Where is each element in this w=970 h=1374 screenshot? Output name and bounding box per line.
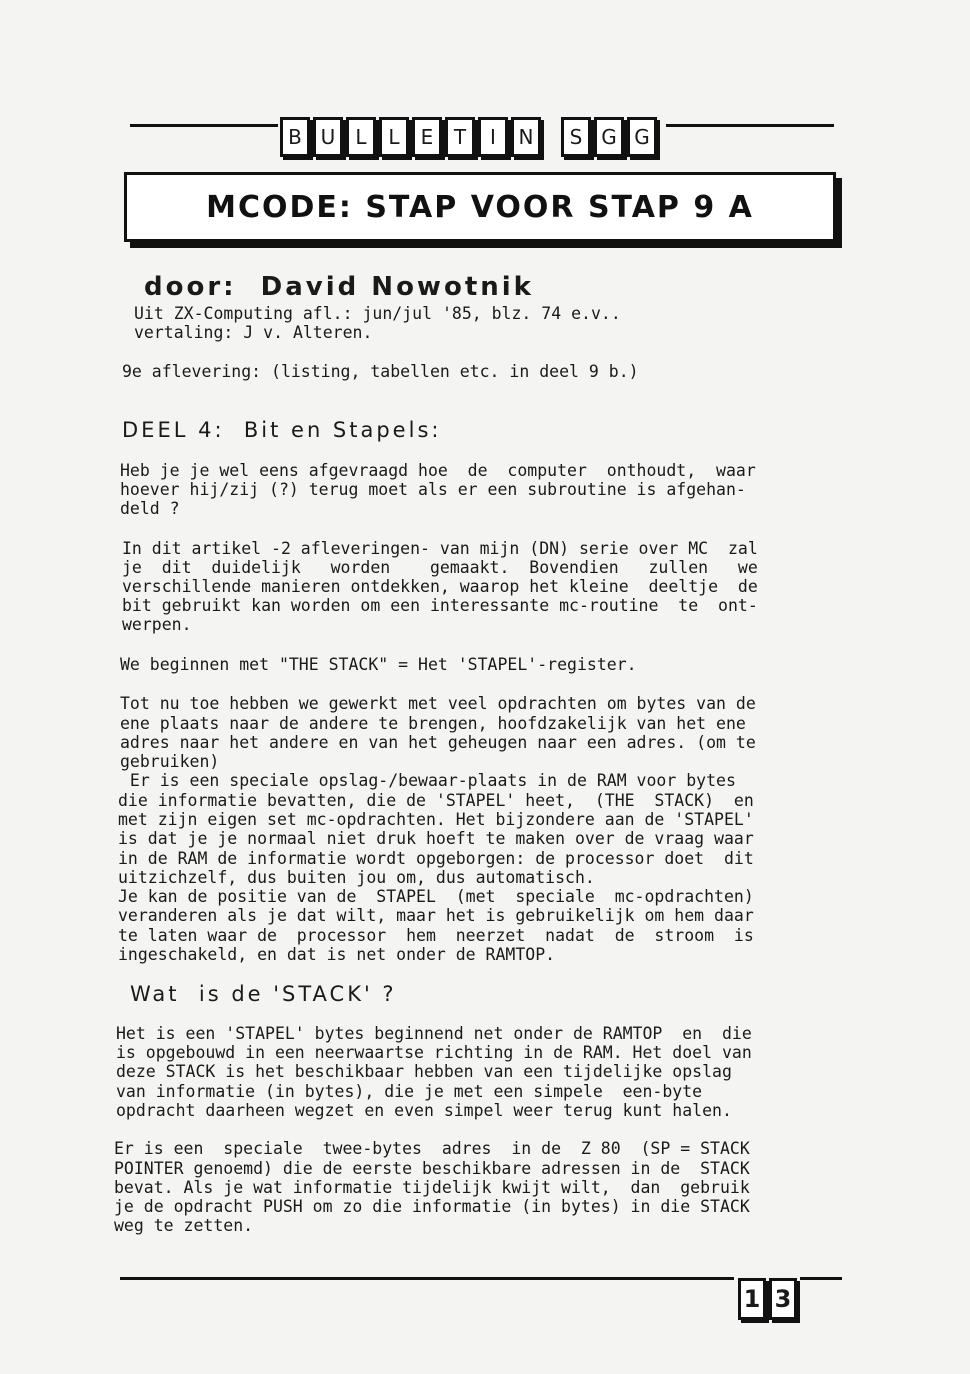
article-title-box [124,172,836,242]
paragraph-line: ingeschakeld, en dat is net onder de RAMTOP. [118,945,556,964]
translation-line: vertaling: J v. Alteren. [134,323,373,342]
paragraph-line: Heb je je wel eens afgevraagd hoe de computer onthoudt, waar [120,461,756,480]
paragraph-line: veranderen als je dat wilt, maar het is gebruikelijk om hem daar [118,906,754,925]
page-number-digit: 3 [769,1278,797,1320]
paragraph-line: is dat je je normaal niet druk hoeft te maken over de vraag waar [118,829,754,848]
paragraph-line: hoever hij/zij (?) terug moet als er een subroutine is afgehan- [120,480,746,499]
footer-rule-left [120,1277,734,1280]
paragraph-line: uitzichzelf, dus buiten jou om, dus automatisch. [118,868,595,887]
paragraph-line: met zijn eigen set mc-opdrachten. Het bijzondere aan de 'STAPEL' [118,810,754,829]
paragraph-line: van informatie (in bytes), die je met een simpele een-byte [116,1082,703,1101]
source-line: Uit ZX-Computing afl.: jun/jul '85, blz. 74 e.v.. [134,304,621,323]
paragraph-line: gebruiken) [120,752,220,771]
logo-letter: G [594,117,624,157]
logo-letter: B [280,117,310,157]
logo-letter: S [561,117,591,157]
paragraph-line: bevat. Als je wat informatie tijdelijk kwijt wilt, dan gebruik [114,1178,750,1197]
paragraph-line: weg te zetten. [114,1216,254,1235]
paragraph-line: Het is een 'STAPEL' bytes beginnend net onder de RAMTOP en die [116,1024,752,1043]
paragraph-line: Er is een speciale opslag-/bewaar-plaats in de RAM voor bytes [120,771,736,790]
paragraph-line: je de opdracht PUSH om zo die informatie (in bytes) in die STACK [114,1197,750,1216]
header-rule-left [130,124,278,127]
logo-letter: T [445,117,475,157]
page-number [738,1278,797,1320]
episode-line: 9e aflevering: (listing, tabellen etc. in deel 9 b.) [122,362,639,381]
logo-letter: I [478,117,508,157]
logo-letter: L [379,117,409,157]
header-rule-right [666,124,834,127]
paragraph-line: Er is een speciale twee-bytes adres in de Z 80 (SP = STACK [114,1139,750,1158]
paragraph-line: verschillende manieren ontdekken, waarop het kleine deeltje de [122,577,758,596]
logo-letter: L [346,117,376,157]
paragraph-line: in de RAM de informatie wordt opgeborgen: de processor doet dit [118,849,754,868]
paragraph-line: te laten waar de processor hem neerzet nadat de stroom is [118,926,754,945]
section-heading-wat-is-stack: Wat is de 'STACK' ? [130,982,397,1006]
paragraph-line: We beginnen met "THE STACK" = Het 'STAPEL'-register. [120,655,637,674]
paragraph-line: In dit artikel -2 afleveringen- van mijn (DN) serie over MC zal [122,539,758,558]
logo-letter: N [511,117,541,157]
paragraph-line: Tot nu toe hebben we gewerkt met veel opdrachten om bytes van de [120,694,756,713]
section-heading-deel4: DEEL 4: Bit en Stapels: [122,418,442,442]
logo-letter: U [313,117,343,157]
paragraph-line: adres naar het andere en van het geheugen naar een adres. (om te [120,733,756,752]
paragraph-line: werpen. [122,615,192,634]
logo-letter: E [412,117,442,157]
paragraph-line: deld ? [120,499,180,518]
paragraph-line: is opgebouwd in een neerwaartse richting in de RAM. Het doel van [116,1043,752,1062]
paragraph-line: bit gebruikt kan worden om een interessante mc-routine te ont- [122,596,758,615]
paragraph-line: deze STACK is het beschikbaar hebben van een tijdelijke opslag [116,1062,732,1081]
paragraph-line: POINTER genoemd) die de eerste beschikbare adressen in de STACK [114,1159,750,1178]
logo-letter: G [627,117,657,157]
article-title: MCODE: STAP VOOR STAP 9 A [206,189,754,225]
paragraph-line: ene plaats naar de andere te brengen, hoofdzakelijk van het ene [120,714,746,733]
page-number-digit: 1 [738,1278,766,1320]
paragraph-line: opdracht daarheen wegzet en even simpel weer terug kunt halen. [116,1101,732,1120]
paragraph-line: die informatie bevatten, die de 'STAPEL' heet, (THE STACK) en [118,791,754,810]
footer-rule-right [800,1277,842,1280]
author-byline: door: David Nowotnik [144,272,534,302]
bulletin-sgg-logo [280,117,657,157]
paragraph-line: je dit duidelijk worden gemaakt. Bovendien zullen we [122,558,758,577]
paragraph-line: Je kan de positie van de STAPEL (met speciale mc-opdrachten) [118,887,754,906]
